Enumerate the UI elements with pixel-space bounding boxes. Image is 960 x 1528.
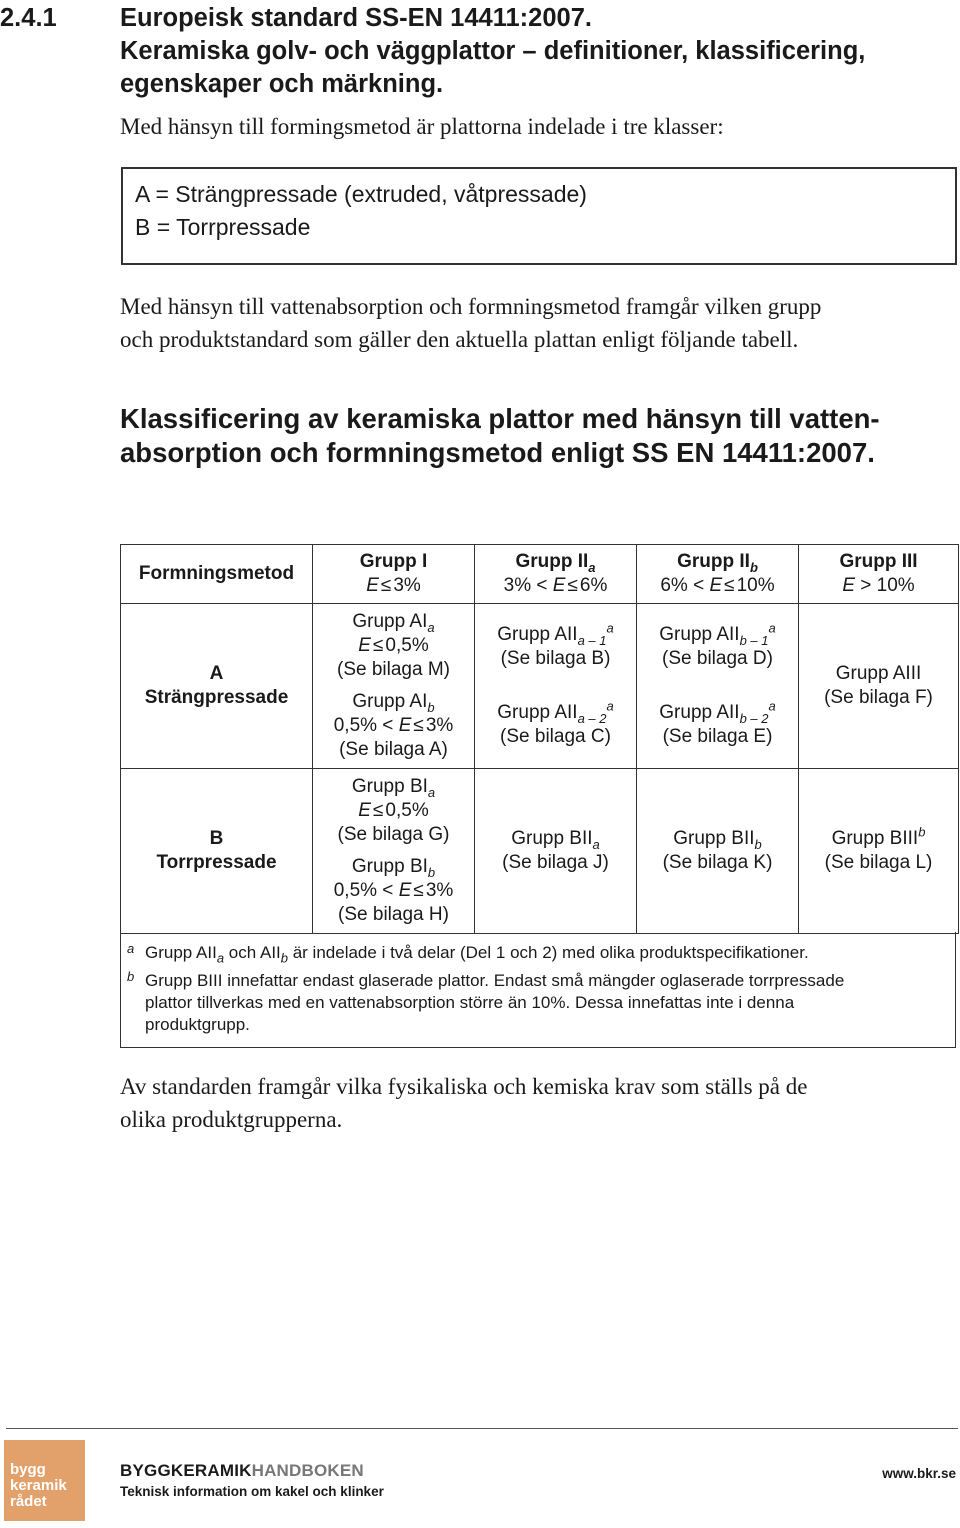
brand-tagline: Teknisk information om kakel och klinker	[120, 1484, 384, 1499]
header-group-1: Grupp I E ≤ 3%	[313, 545, 475, 604]
cell-a-group-2b: Grupp $AII_{b - 1}^a$ (Se bilaga D) Grupp $AII_{b - 2}^a$ (Se bilaga E)	[637, 604, 799, 769]
paragraph-line: Med hänsyn till vattenabsorption och formningsmetod framgår vilken grupp	[120, 294, 822, 319]
cell-b-group-3: Grupp BIII$^b$ (Se bilaga L)	[799, 769, 959, 934]
website-link[interactable]: www.bkr.se	[882, 1466, 956, 1481]
byggkeramikradet-logo: bygg keramik rådet	[4, 1440, 85, 1521]
header-method: Formningsmetod	[121, 545, 313, 604]
table-row-b	[121, 769, 959, 934]
header-group-3: Grupp III E > 10%	[799, 545, 959, 604]
table-title	[120, 402, 880, 470]
row-a-label: A Strängpressade	[121, 604, 313, 769]
section-title-line: Keramiska golv- och väggplattor – definitioner, klassificering,	[120, 37, 866, 65]
paragraph-line: Av standarden framgår vilka fysikaliska och kemiska krav som ställs på de	[120, 1074, 808, 1099]
class-a-line: A = Strängpressade (extruded, våtpressade)	[135, 181, 587, 207]
table-row-a	[121, 604, 959, 769]
closing-paragraph	[120, 1070, 807, 1136]
footer-divider	[6, 1428, 958, 1429]
header-group-2a: Grupp $II_a$ 3% < E ≤ 6%	[475, 545, 637, 604]
class-b-line: B = Torrpressade	[135, 214, 311, 240]
section-number: 2.4.1	[0, 4, 57, 32]
row-b-label: B Torrpressade	[121, 769, 313, 934]
paragraph-2	[120, 290, 821, 356]
cell-b-group-2b: Grupp $BII_b$ (Se bilaga K)	[637, 769, 799, 934]
section-title-line: Europeisk standard SS-EN 14411:2007.	[120, 4, 592, 32]
paragraph-line: olika produktgrupperna.	[120, 1107, 343, 1132]
table-title-line: Klassificering av keramiska plattor med hänsyn till vatten-	[120, 403, 880, 434]
intro-paragraph: Med hänsyn till formingsmetod är plattorna indelade i tre klasser:	[120, 114, 724, 139]
cell-a-group-1: Grupp $AI_a$ E ≤ 0,5% (Se bilaga M) Grupp $AI_b$ 0,5% < E ≤ 3% (Se bilaga A)	[313, 604, 475, 769]
table-footnotes: a Grupp $AII_a$ och $AII_b$ är indelade i två delar (Del 1 och 2) med olika produktspecifikationer. b Grupp BIII innefattar endast glaserade plattor. Endast små mängder oglaserade torrpressade plattor tillverkas med en vattenabsorption större än 10%. Dessa innefattas inte i denna produktgrupp.	[120, 932, 956, 1048]
cell-a-group-3: Grupp AIII (Se bilaga F)	[799, 604, 959, 769]
table-header-row	[121, 545, 959, 604]
classification-table	[120, 544, 959, 934]
section-title-line: egenskaper och märkning.	[120, 70, 444, 98]
header-group-2b: Grupp $II_b$ 6% < E ≤ 10%	[637, 545, 799, 604]
cell-b-group-2a: Grupp $BII_a$ (Se bilaga J)	[475, 769, 637, 934]
classes-box	[121, 167, 957, 265]
brand-name: BYGGKERAMIKHANDBOKEN	[120, 1461, 364, 1480]
table-title-line: absorption och formningsmetod enligt SS EN 14411:2007.	[120, 437, 875, 468]
cell-a-group-2a: Grupp $AII_{a - 1}^a$ (Se bilaga B) Grupp $AII_{a - 2}^a$ (Se bilaga C)	[475, 604, 637, 769]
section-title	[120, 2, 960, 101]
paragraph-line: och produktstandard som gäller den aktuella plattan enligt följande tabell.	[120, 327, 799, 352]
cell-b-group-1: Grupp $BI_a$ E ≤ 0,5% (Se bilaga G) Grupp $BI_b$ 0,5% < E ≤ 3% (Se bilaga H)	[313, 769, 475, 934]
